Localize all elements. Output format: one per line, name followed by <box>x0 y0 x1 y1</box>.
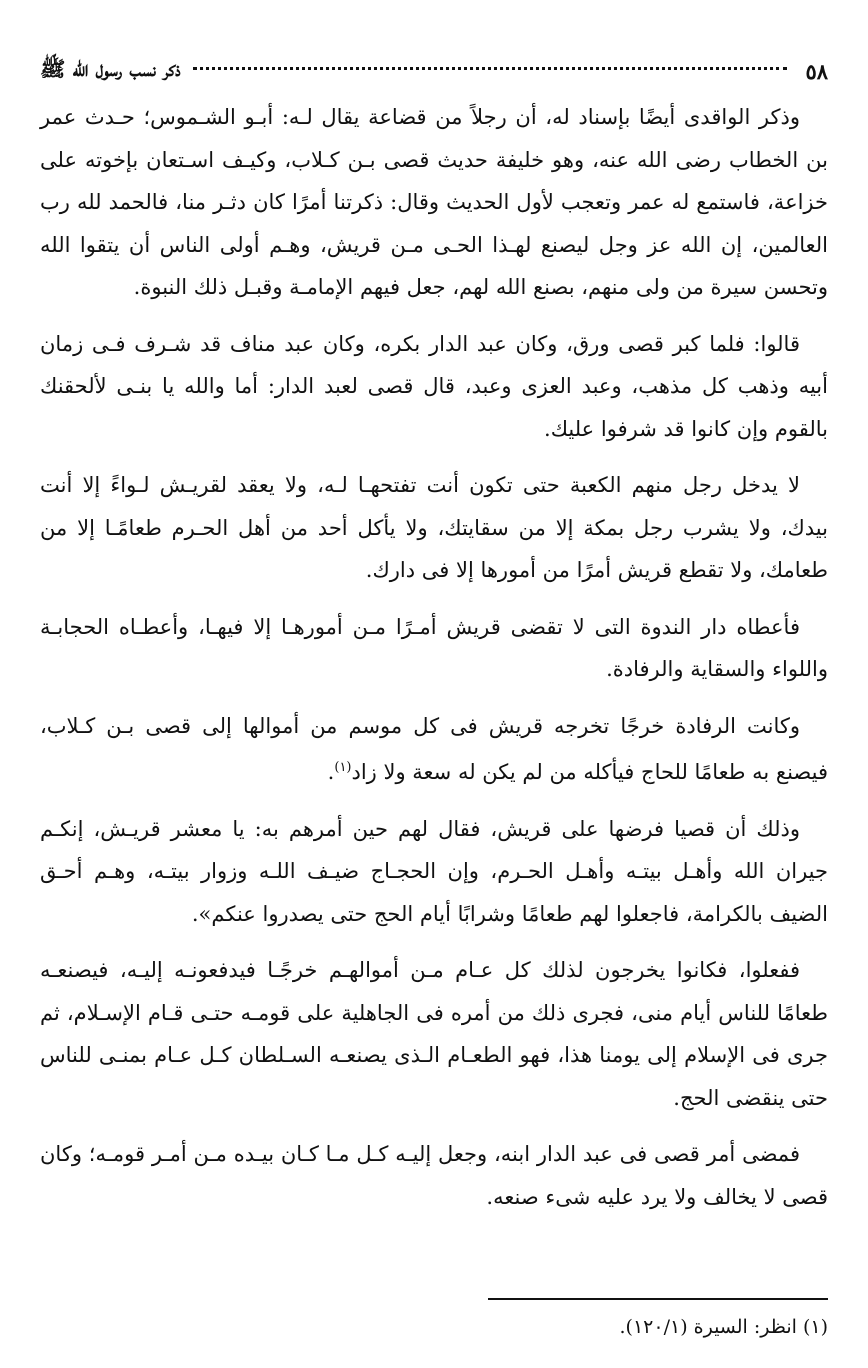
paragraph: وذلك أن قصيا فرضها على قريش، فقال لهم حين أمرهم به: يا معشر قريـش، إنكـم جيران الله وأهـل بيتـه وأهـل الحـرم، وإن الحجـاج ضيـف اللـه وزوار بيتـه، وهـم أحـق الضيف بالكرامة، فاجعلوا لهم طعامًا وشرابًا أيام الحج حتى يصدروا عنكم». <box>40 816 828 926</box>
paragraph: قالوا: فلما كبر قصى ورق، وكان عبد الدار بكره، وكان عبد مناف قد شـرف فـى زمان أبيه وذهب كل مذهب، وعبد العزى وعبد، قال قصى لعبد الدار: أما والله يا بنـى لألحقنك بالقوم وإن كانوا قد شرفوا عليك. <box>40 331 828 441</box>
paragraph-with-footnote <box>40 705 828 794</box>
paragraph: وذكر الواقدى أيضًا بإسناد له، أن رجلاً من قضاعة يقال لـه: أبـو الشـموس؛ حـدث عمر بن الخطاب رضى الله عنه، وهو خليفة حديث قصى بـن كـلاب، وكيـف اسـتعان بإخوته على خزاعة، فاستمع له عمر وتعجب لأول الحديث وقال: ذكرتنا أمرًا كان دثـر منا، فالحمد لله رب العالمين، إن الله عز وجل ليصنع لهـذا الحـى مـن قريش، وهـم أولى الناس أن يتقوا الله وتحسن سيرة من ولى منهم، بصنع الله لهم، جعل فيهم الإمامـة وقبـل ذلك النبوة. <box>40 105 828 299</box>
paragraph: ففعلوا، فكانوا يخرجون لذلك كل عـام مـن أموالهـم خرجًـا فيدفعونـه إليـه، فيصنعـه طعامًا للناس أيام منى، فجرى ذلك من أمره فى الجاهلية على قومـه حتـى قـام الإسـلام، ثم جرى فى الإسلام إلى يومنا هذا، فهو الطعـام الـذى يصنعـه السـلطان كـل عـام بمنـى للناس حتى ينقضى الحج. <box>40 958 828 1110</box>
running-head-title: ذكر نسب رسول الله ﷺ <box>40 55 181 81</box>
page-number: ٥٨ <box>805 58 828 84</box>
body-text <box>40 96 828 1232</box>
paragraph: فأعطاه دار الندوة التى لا تقضى قريش أمـرًا مـن أمورهـا إلا فيهـا، وأعطـاه الحجابـة واللواء والسقاية والرفادة. <box>40 614 828 681</box>
footnote: (١) انظر: السيرة (١٢٠/١). <box>619 1316 828 1338</box>
dot-leader <box>193 67 788 70</box>
paragraph: لا يدخل رجل منهم الكعبة حتى تكون أنت تفتحهـا لـه، ولا يعقد لقريـش لـواءً إلا أنت بيدك، ولا يشرب رجل بمكة إلا من سقايتك، ولا يأكل أحد من أهل الحـرم طعامًـا إلا من طعامك، ولا تقطع قريش أمرًا من أمورها إلا فى دارك. <box>40 473 828 582</box>
running-head <box>40 56 828 86</box>
paragraph-text: وكانت الرفادة خرجًا تخرجه قريش فى كل موسم من أموالها إلى قصى بـن كـلاب، فيصنع به طعامًا للحاج فيأكله من لم يكن له سعة ولا زاد <box>40 713 828 784</box>
footnote-divider <box>488 1298 828 1300</box>
footnote-reference: (١) <box>334 760 352 775</box>
paragraph-end-mark: . <box>327 760 335 784</box>
paragraph: فمضى أمر قصى فى عبد الدار ابنه، وجعل إليـه كـل مـا كـان بيـده مـن أمـر قومـه؛ وكان قصى لا يخالف ولا يرد عليه شىء صنعه. <box>40 1142 828 1209</box>
